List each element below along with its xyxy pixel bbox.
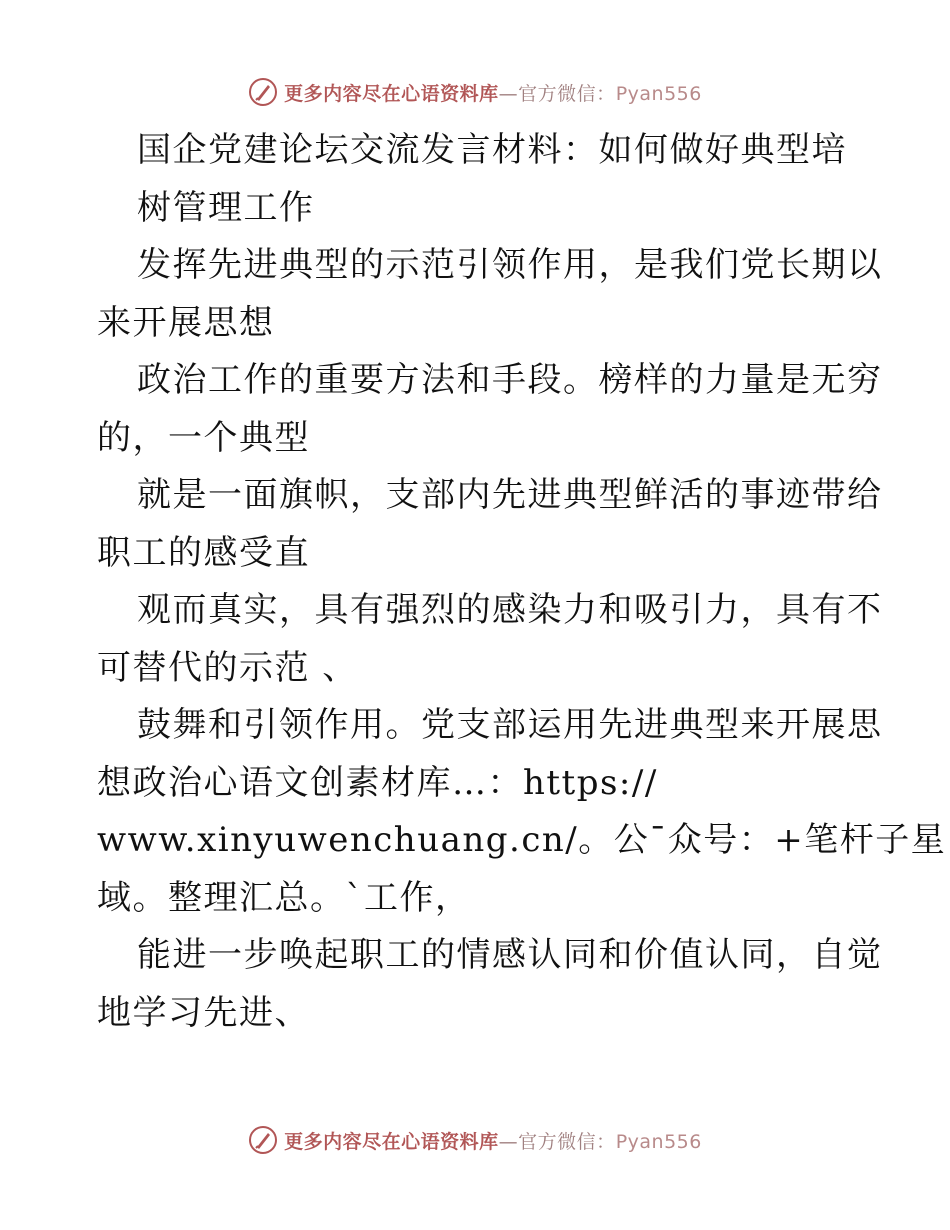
text-line: 国企党建论坛交流发言材料：如何做好典型培 xyxy=(137,130,847,170)
header-watermark xyxy=(0,72,950,112)
text-line: 的，一个典型 xyxy=(97,417,310,458)
watermark-text xyxy=(284,79,702,106)
watermark-main: 更多内容尽在心语资料库 xyxy=(284,1130,499,1153)
text-line: 政治工作的重要方法和手段。榜样的力量是无穷 xyxy=(137,360,883,400)
text-line: 域。整理汇总。`工作， xyxy=(97,877,471,918)
watermark-text xyxy=(284,1127,702,1154)
text-line: 就是一面旗帜，支部内先进典型鲜活的事迹带给 xyxy=(137,475,883,515)
watermark-separator: —官方微信： xyxy=(498,82,616,105)
text-line: www.xinyuwenchuang.cn/。公¯众号：+笔杆子星 xyxy=(97,820,947,860)
text-line: 可替代的示范 、 xyxy=(97,647,358,688)
text-line: 来开展思想 xyxy=(97,302,275,343)
document-body xyxy=(97,122,947,1042)
text-line: 地学习先进、 xyxy=(97,992,310,1033)
text-line: 想政治心语文创素材库…：https:// xyxy=(97,762,658,803)
text-line: 观而真实，具有强烈的感染力和吸引力，具有不 xyxy=(137,590,883,630)
quill-pen-logo-icon xyxy=(248,77,278,107)
watermark-separator: —官方微信： xyxy=(498,1130,616,1153)
watermark-id: Pyan556 xyxy=(615,82,702,105)
quill-pen-logo-icon xyxy=(248,1125,278,1155)
text-line: 树管理工作 xyxy=(137,187,315,228)
watermark-id: Pyan556 xyxy=(615,1130,702,1153)
watermark-main: 更多内容尽在心语资料库 xyxy=(284,82,499,105)
text-line: 发挥先进典型的示范引领作用，是我们党长期以 xyxy=(137,245,883,285)
footer-watermark xyxy=(0,1120,950,1160)
text-line: 职工的感受直 xyxy=(97,532,310,573)
text-line: 鼓舞和引领作用。党支部运用先进典型来开展思 xyxy=(137,705,883,745)
text-line: 能进一步唤起职工的情感认同和价值认同，自觉 xyxy=(137,935,883,975)
